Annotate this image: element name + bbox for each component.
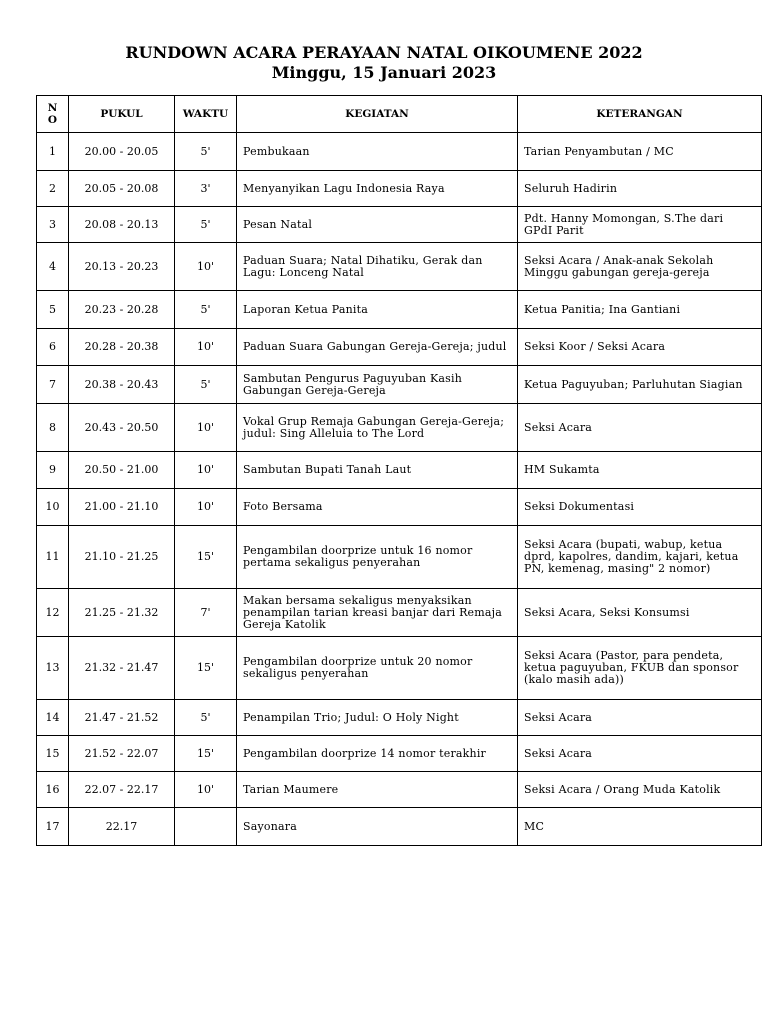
header-keterangan: KETERANGAN (518, 96, 762, 133)
cell-waktu: 5' (175, 133, 237, 171)
table-row (37, 452, 762, 489)
cell-pukul: 20.23 - 20.28 (69, 291, 175, 329)
cell-kegiatan: Vokal Grup Remaja Gabungan Gereja-Gereja; judul: Sing Alleluia to The Lord (237, 404, 518, 452)
cell-keterangan: Seksi Dokumentasi (518, 489, 762, 526)
cell-keterangan: Seksi Acara (518, 736, 762, 772)
cell-pukul: 20.08 - 20.13 (69, 207, 175, 243)
cell-waktu: 10' (175, 489, 237, 526)
header-kegiatan: KEGIATAN (237, 96, 518, 133)
cell-kegiatan: Sambutan Bupati Tanah Laut (237, 452, 518, 489)
header-pukul: PUKUL (69, 96, 175, 133)
cell-keterangan: Seksi Acara (518, 700, 762, 736)
cell-waktu: 10' (175, 243, 237, 291)
cell-pukul: 20.13 - 20.23 (69, 243, 175, 291)
header-no: N O (37, 96, 69, 133)
cell-kegiatan: Paduan Suara Gabungan Gereja-Gereja; judul (237, 329, 518, 366)
cell-keterangan: Seksi Acara (bupati, wabup, ketua dprd, kapolres, dandim, kajari, ketua PN, kemenag, masing" 2 nomor) (518, 526, 762, 589)
cell-no: 16 (37, 772, 69, 808)
cell-kegiatan: Pengambilan doorprize 14 nomor terakhir (237, 736, 518, 772)
cell-kegiatan: Tarian Maumere (237, 772, 518, 808)
cell-keterangan: Ketua Panitia; Ina Gantiani (518, 291, 762, 329)
cell-no: 2 (37, 171, 69, 207)
cell-no: 14 (37, 700, 69, 736)
cell-keterangan: Seksi Koor / Seksi Acara (518, 329, 762, 366)
table-row (37, 489, 762, 526)
cell-keterangan: Seksi Acara (Pastor, para pendeta, ketua paguyuban, FKUB dan sponsor (kalo masih ada)) (518, 637, 762, 700)
cell-kegiatan: Pembukaan (237, 133, 518, 171)
cell-keterangan: Pdt. Hanny Momongan, S.The dari GPdI Parit (518, 207, 762, 243)
cell-pukul: 21.25 - 21.32 (69, 589, 175, 637)
table-row (37, 736, 762, 772)
cell-no: 12 (37, 589, 69, 637)
cell-no: 6 (37, 329, 69, 366)
cell-pukul: 20.00 - 20.05 (69, 133, 175, 171)
cell-kegiatan: Menyanyikan Lagu Indonesia Raya (237, 171, 518, 207)
table-row (37, 700, 762, 736)
header-waktu: WAKTU (175, 96, 237, 133)
rundown-table (36, 95, 762, 846)
cell-kegiatan: Sambutan Pengurus Paguyuban Kasih Gabungan Gereja-Gereja (237, 366, 518, 404)
cell-waktu (175, 808, 237, 846)
cell-keterangan: MC (518, 808, 762, 846)
cell-pukul: 21.00 - 21.10 (69, 489, 175, 526)
cell-no: 5 (37, 291, 69, 329)
cell-waktu: 15' (175, 736, 237, 772)
cell-kegiatan: Pengambilan doorprize untuk 16 nomor pertama sekaligus penyerahan (237, 526, 518, 589)
cell-waktu: 3' (175, 171, 237, 207)
cell-pukul: 20.38 - 20.43 (69, 366, 175, 404)
table-row (37, 808, 762, 846)
cell-kegiatan: Laporan Ketua Panita (237, 291, 518, 329)
cell-pukul: 20.05 - 20.08 (69, 171, 175, 207)
cell-no: 9 (37, 452, 69, 489)
cell-pukul: 21.32 - 21.47 (69, 637, 175, 700)
cell-kegiatan: Pengambilan doorprize untuk 20 nomor sekaligus penyerahan (237, 637, 518, 700)
table-row (37, 291, 762, 329)
cell-no: 8 (37, 404, 69, 452)
table-row (37, 171, 762, 207)
cell-no: 4 (37, 243, 69, 291)
cell-pukul: 22.17 (69, 808, 175, 846)
cell-pukul: 20.43 - 20.50 (69, 404, 175, 452)
cell-waktu: 5' (175, 700, 237, 736)
cell-pukul: 21.52 - 22.07 (69, 736, 175, 772)
cell-waktu: 10' (175, 329, 237, 366)
cell-kegiatan: Penampilan Trio; Judul: O Holy Night (237, 700, 518, 736)
cell-waktu: 5' (175, 291, 237, 329)
cell-waktu: 5' (175, 207, 237, 243)
table-row (37, 772, 762, 808)
table-header-row (37, 96, 762, 133)
cell-waktu: 10' (175, 404, 237, 452)
cell-waktu: 10' (175, 452, 237, 489)
cell-kegiatan: Paduan Suara; Natal Dihatiku, Gerak dan Lagu: Lonceng Natal (237, 243, 518, 291)
cell-waktu: 10' (175, 772, 237, 808)
table-row (37, 366, 762, 404)
cell-pukul: 20.50 - 21.00 (69, 452, 175, 489)
cell-no: 10 (37, 489, 69, 526)
table-row (37, 404, 762, 452)
cell-no: 3 (37, 207, 69, 243)
cell-waktu: 7' (175, 589, 237, 637)
cell-keterangan: Ketua Paguyuban; Parluhutan Siagian (518, 366, 762, 404)
document-date: Minggu, 15 Januari 2023 (271, 63, 497, 82)
cell-kegiatan: Foto Bersama (237, 489, 518, 526)
table-body (37, 133, 762, 846)
cell-pukul: 20.28 - 20.38 (69, 329, 175, 366)
cell-no: 7 (37, 366, 69, 404)
cell-pukul: 21.10 - 21.25 (69, 526, 175, 589)
cell-no: 17 (37, 808, 69, 846)
table-row (37, 329, 762, 366)
cell-keterangan: Seksi Acara, Seksi Konsumsi (518, 589, 762, 637)
cell-keterangan: HM Sukamta (518, 452, 762, 489)
table-row (37, 589, 762, 637)
table-row (37, 526, 762, 589)
table-row (37, 133, 762, 171)
cell-no: 1 (37, 133, 69, 171)
cell-kegiatan: Sayonara (237, 808, 518, 846)
cell-waktu: 15' (175, 526, 237, 589)
cell-kegiatan: Makan bersama sekaligus menyaksikan penampilan tarian kreasi banjar dari Remaja Gereja Katolik (237, 589, 518, 637)
table-row (37, 243, 762, 291)
cell-keterangan: Seksi Acara (518, 404, 762, 452)
table-row (37, 637, 762, 700)
cell-keterangan: Seluruh Hadirin (518, 171, 762, 207)
cell-no: 11 (37, 526, 69, 589)
document-title: RUNDOWN ACARA PERAYAAN NATAL OIKOUMENE 2022 (125, 43, 643, 62)
cell-waktu: 15' (175, 637, 237, 700)
cell-kegiatan: Pesan Natal (237, 207, 518, 243)
cell-pukul: 21.47 - 21.52 (69, 700, 175, 736)
cell-no: 13 (37, 637, 69, 700)
cell-no: 15 (37, 736, 69, 772)
cell-keterangan: Seksi Acara / Anak-anak Sekolah Minggu gabungan gereja-gereja (518, 243, 762, 291)
table-row (37, 207, 762, 243)
cell-keterangan: Seksi Acara / Orang Muda Katolik (518, 772, 762, 808)
cell-waktu: 5' (175, 366, 237, 404)
cell-pukul: 22.07 - 22.17 (69, 772, 175, 808)
cell-keterangan: Tarian Penyambutan / MC (518, 133, 762, 171)
